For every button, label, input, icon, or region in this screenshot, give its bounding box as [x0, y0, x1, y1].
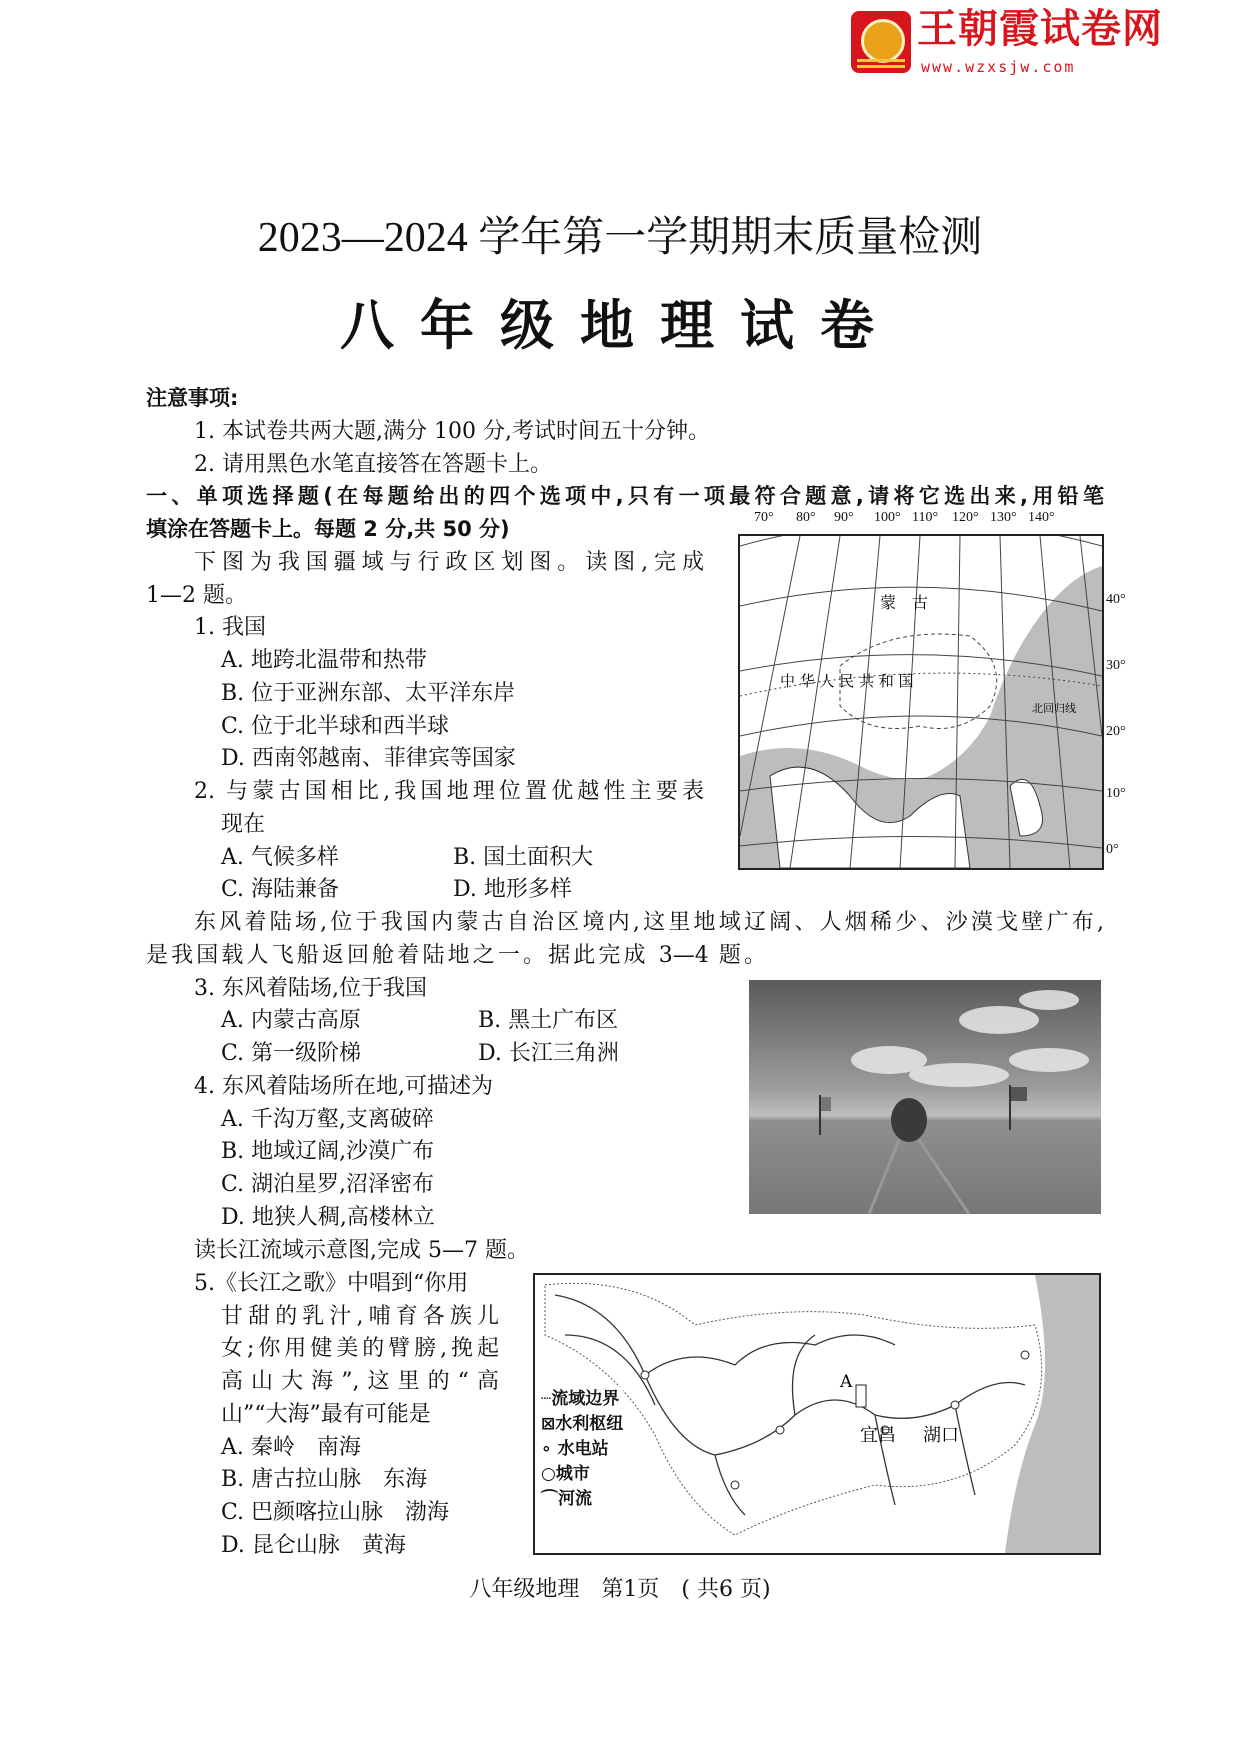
legend-item: ┈流域边界: [541, 1389, 620, 1409]
option: A. 地跨北温带和热带: [221, 648, 427, 673]
basin-boundary-icon: ┈: [541, 1389, 552, 1409]
label-hukou: 湖口: [923, 1425, 959, 1446]
intro-text: 读长江流域示意图,完成 5—7 题。: [194, 1238, 529, 1263]
longitude-label: 80°: [796, 510, 816, 525]
option: D. 地形多样: [453, 877, 572, 902]
intro-text: 1—2 题。: [146, 583, 247, 608]
option: A. 千沟万壑,支离破碎: [221, 1107, 434, 1132]
option: A. 秦岭 南海: [221, 1435, 361, 1460]
label-a: A: [840, 1372, 853, 1392]
option: D. 地狭人稠,高楼林立: [221, 1205, 435, 1230]
china-territory-map: [738, 534, 1104, 870]
latitude-label: 20°: [1106, 724, 1126, 739]
intro-text: 东风着陆场,位于我国内蒙古自治区境内,这里地域辽阔、人烟稀少、沙漠戈壁广布,: [194, 910, 1104, 935]
question-stem-cont: 高山大海”,这里的“高: [221, 1369, 499, 1394]
longitude-label: 130°: [990, 510, 1017, 525]
city-icon: ○: [541, 1464, 556, 1484]
intro-text: 下图为我国疆域与行政区划图。读图,完成: [194, 550, 704, 575]
latitude-label: 40°: [1106, 592, 1126, 607]
legend-item: ⌒河流: [541, 1489, 592, 1509]
river-icon: ⌒: [541, 1489, 558, 1509]
page-footer: 八年级地理 第1页 ( 共6 页): [469, 1577, 771, 1602]
exam-subtitle: 八年级地理试卷: [340, 293, 900, 357]
option: C. 巴颜喀拉山脉 渤海: [221, 1500, 450, 1525]
longitude-label: 110°: [912, 510, 939, 525]
longitude-labels: [738, 508, 1104, 532]
label-tropic-of-cancer: 北回归线: [1032, 702, 1076, 715]
notice-heading: 注意事项:: [146, 386, 239, 410]
longitude-label: 120°: [952, 510, 979, 525]
label-yichang: 宜昌: [860, 1425, 896, 1446]
notice-item: 1. 本试卷共两大题,满分 100 分,考试时间五十分钟。: [194, 419, 710, 444]
option: C. 位于北半球和西半球: [221, 714, 450, 739]
option: B. 唐古拉山脉 东海: [221, 1467, 428, 1492]
label-china: 中 华 人 民 共 和 国: [780, 672, 914, 690]
option: B. 国土面积大: [453, 845, 594, 870]
question-stem-cont: 女;你用健美的臂膀,挽起: [221, 1336, 499, 1361]
site-logo: [851, 6, 1163, 76]
option: C. 海陆兼备: [221, 877, 340, 902]
question-stem: 4. 东风着陆场所在地,可描述为: [194, 1074, 493, 1099]
latitude-label: 0°: [1106, 842, 1119, 857]
hydropower-station-icon: ∘: [541, 1439, 552, 1459]
latitude-labels: [1106, 534, 1140, 870]
question-stem: 3. 东风着陆场,位于我国: [194, 976, 427, 1001]
question-stem-cont: 山”“大海”最有可能是: [221, 1402, 431, 1427]
question-stem: 1. 我国: [194, 615, 266, 640]
yangtze-basin-map: [533, 1273, 1101, 1555]
legend-item: ○城市: [541, 1464, 590, 1484]
question-stem: 5.《长江之歌》中唱到“你用: [194, 1271, 469, 1296]
option: D. 昆仑山脉 黄海: [221, 1533, 406, 1558]
option: A. 内蒙古高原: [221, 1008, 361, 1033]
map-legend: [541, 1387, 623, 1512]
intro-text: 是我国载人飞船返回舱着陆地之一。据此完成 3—4 题。: [146, 943, 766, 968]
longitude-label: 100°: [874, 510, 901, 525]
section-heading: 一、单项选择题(在每题给出的四个选项中,只有一项最符合题意,请将它选出来,用铅笔: [146, 484, 1104, 508]
label-mongolia: 蒙 古: [880, 593, 929, 612]
water-project-icon: ⊠: [541, 1414, 556, 1434]
logo-url: www.wzxsjw.com: [921, 58, 1076, 76]
question-stem-cont: 现在: [221, 812, 266, 837]
legend-item: ⊠水利枢纽: [541, 1414, 624, 1434]
option: D. 西南邻越南、菲律宾等国家: [221, 746, 516, 771]
longitude-label: 140°: [1028, 510, 1055, 525]
latitude-label: 10°: [1106, 786, 1126, 801]
logo-name: 王朝霞试卷网: [917, 6, 1163, 52]
question-stem: 2. 与蒙古国相比,我国地理位置优越性主要表: [194, 779, 704, 804]
dongfeng-landing-site-photo: [749, 980, 1101, 1214]
longitude-label: 90°: [834, 510, 854, 525]
option: A. 气候多样: [221, 845, 339, 870]
logo-emblem-icon: [851, 11, 911, 73]
option: C. 湖泊星罗,沼泽密布: [221, 1172, 435, 1197]
option: B. 位于亚洲东部、太平洋东岸: [221, 681, 516, 706]
option: D. 长江三角洲: [478, 1041, 619, 1066]
option: C. 第一级阶梯: [221, 1041, 362, 1066]
option: B. 地域辽阔,沙漠广布: [221, 1139, 435, 1164]
legend-item: ∘ 水电站: [541, 1439, 609, 1459]
option: B. 黑土广布区: [478, 1008, 619, 1033]
latitude-label: 30°: [1106, 658, 1126, 673]
longitude-label: 70°: [754, 510, 774, 525]
exam-title: 2023—2024 学年第一学期期末质量检测: [257, 215, 983, 261]
section-heading-cont: 填涂在答题卡上。每题 2 分,共 50 分): [146, 517, 510, 541]
notice-item: 2. 请用黑色水笔直接答在答题卡上。: [194, 452, 552, 477]
question-stem-cont: 甘甜的乳汁,哺育各族儿: [221, 1304, 499, 1329]
